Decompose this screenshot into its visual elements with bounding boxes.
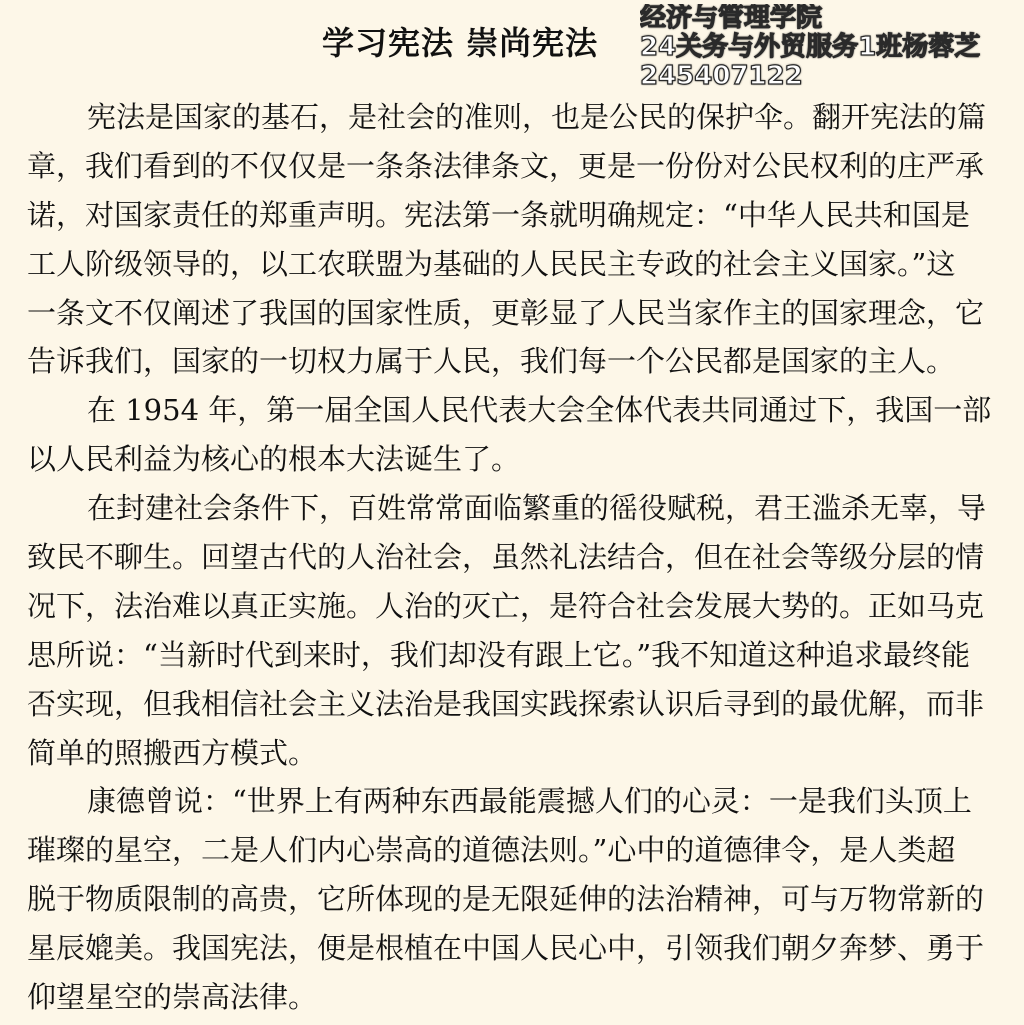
text-line: 在封建社会条件下，百姓常常面临繁重的徭役赋税，君王滥杀无辜，导 bbox=[87, 491, 987, 526]
text-line: 宪法是国家的基石，是社会的准则，也是公民的保护伞。翻开宪法的篇 bbox=[87, 100, 987, 134]
document-title: 学习宪法 崇尚宪法 bbox=[322, 24, 599, 62]
student-info-overlay bbox=[640, 4, 1024, 91]
text-line: 章，我们看到的不仅仅是一条条法律条文，更是一份份对公民权利的庄严承 bbox=[27, 148, 985, 183]
text-line: 否实现，但我相信社会主义法治是我国实践探索认识后寻到的最优解，而非 bbox=[27, 686, 985, 721]
text-line: 康德曾说：“世界上有两种东西最能震撼人们的心灵：一是我们头顶上 bbox=[87, 784, 972, 819]
text-line: 星辰媲美。我国宪法，便是根植在中国人民心中，引领我们朝夕奔梦、勇于 bbox=[27, 931, 985, 966]
text-line: 告诉我们，国家的一切权力属于人民，我们每一个公民都是国家的主人。 bbox=[27, 344, 956, 379]
overlay-college: 经济与管理学院 bbox=[640, 4, 823, 33]
document-body bbox=[27, 96, 997, 1025]
text-line: 致民不聊生。回望古代的人治社会，虽然礼法结合，但在社会等级分层的情 bbox=[27, 540, 985, 575]
text-line: 诺，对国家责任的郑重声明。宪法第一条就明确规定：“中华人民共和国是 bbox=[27, 197, 970, 232]
text-line: 璀璨的星空，二是人们内心崇高的道德法则。”心中的道德律令，是人类超 bbox=[27, 833, 956, 868]
text-line: 况下，法治难以真正实施。人治的灭亡，是符合社会发展大势的。正如马克 bbox=[27, 588, 985, 623]
text-line: 一条文不仅阐述了我国的国家性质，更彰显了人民当家作主的国家理念，它 bbox=[27, 295, 985, 330]
text-line: 脱于物质限制的高贵，它所体现的是无限延伸的法治精神，可与万物常新的 bbox=[27, 882, 985, 917]
text-line: 思所说：“当新时代到来时，我们却没有跟上它。”我不知道这种追求最终能 bbox=[27, 637, 971, 672]
text-line: 在 1954 年，第一届全国人民代表大会全体代表共同通过下，我国一部 bbox=[87, 393, 992, 428]
overlay-class-name: 24关务与外贸服务1班杨蓉芝 bbox=[640, 32, 981, 62]
text-line: 仰望星空的崇高法律。 bbox=[27, 980, 318, 1015]
text-line: 简单的照搬西方模式。 bbox=[27, 735, 318, 770]
overlay-student-id: 245407122 bbox=[640, 61, 803, 91]
text-line: 工人阶级领导的，以工农联盟为基础的人民民主专政的社会主义国家。”这 bbox=[27, 246, 956, 281]
text-line: 以人民利益为核心的根本大法诞生了。 bbox=[27, 442, 521, 477]
